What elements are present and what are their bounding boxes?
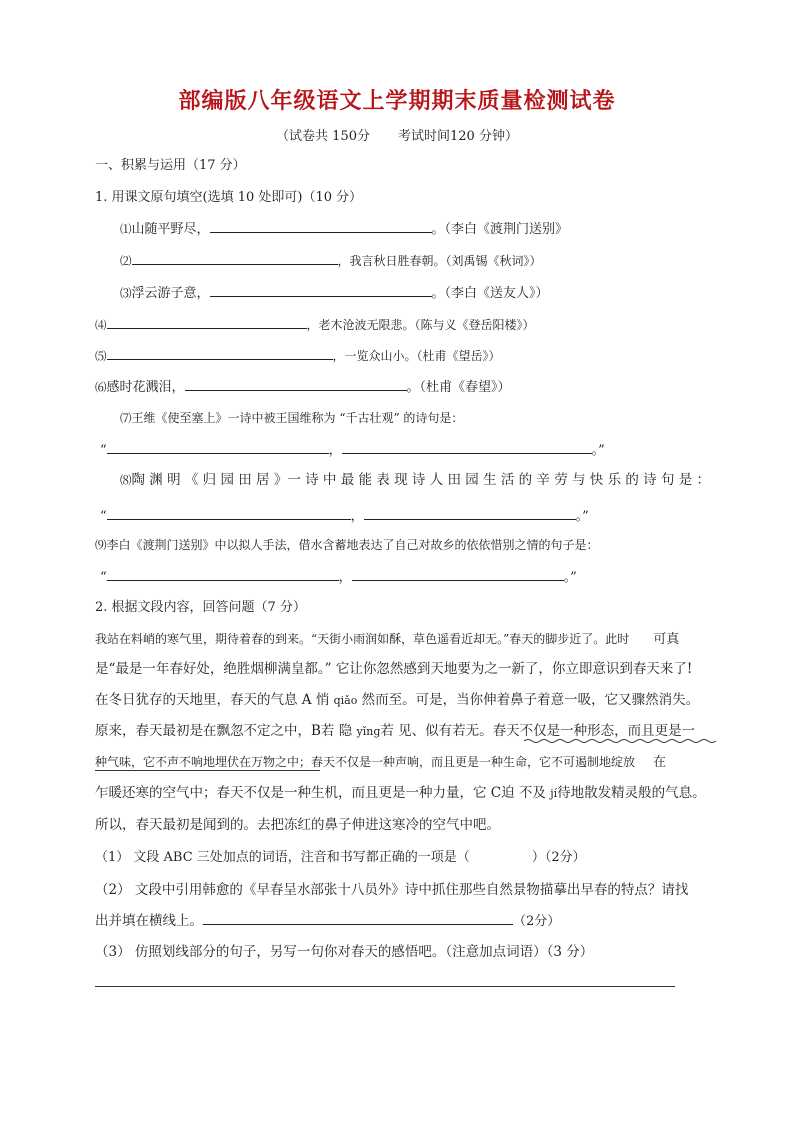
- fill-item-answer: “ ， 。”: [100, 505, 589, 527]
- fill-item: ⑵ ，我言秋日胜春朝。（刘禹锡《秋词》）: [120, 250, 542, 272]
- fill-item-answer: “ ， 。”: [100, 439, 605, 461]
- answer-blank[interactable]: [107, 566, 339, 581]
- fill-item-prompt: ⑻陶 渊 明 《 归 园 田 居 》一 诗 中 最 能 表 现 诗 人 田 园 生 活 的 辛 劳 与 快 乐 的 诗 句 是 ：: [120, 472, 711, 488]
- answer-blank[interactable]: [107, 345, 333, 360]
- sub-question-1: （1） 文段 ABC 三处加点的词语，注音和书写都正确的一项是（ ）（2分）: [95, 850, 586, 865]
- sub-question-2-cont: 出并填在横线上。 （2分）: [95, 910, 560, 932]
- passage-line: 我站在料峭的寒气里，期待着春的到来。“天街小雨润如酥，草色遥看近却无。”春天的脚步近了。此时 可真: [95, 632, 680, 647]
- fill-item: ⑹感时花溅泪， 。（杜甫《春望》）: [95, 376, 511, 398]
- section-heading: 一、积累与运用（17 分）: [95, 158, 246, 173]
- answer-blank[interactable]: [364, 505, 576, 520]
- sub-question-2: （2） 文段中引用韩愈的《早春呈水部张十八员外》诗中抓住那些自然景物描摹出早春的特点？请找: [95, 882, 689, 898]
- fill-item: ⑴山随平野尽， 。（李白《渡荆门送别》: [120, 218, 568, 240]
- answer-blank[interactable]: [352, 566, 564, 581]
- answer-line[interactable]: [95, 986, 675, 987]
- fill-item: ⑸ ，一览众山小。（杜甫《望岳》）: [95, 345, 501, 367]
- sub-question-3: （3） 仿照划线部分的句子，另写一句你对春天的感悟吧。（注意加点词语）（3 分）: [95, 944, 594, 960]
- answer-blank[interactable]: [107, 439, 329, 454]
- page-title: 部编版八年级语文上学期期末质量检测试卷: [178, 89, 616, 114]
- answer-blank[interactable]: [132, 250, 338, 265]
- answer-blank[interactable]: [107, 314, 307, 329]
- answer-blank[interactable]: [203, 910, 513, 925]
- fill-item: ⑶浮云游子意， 。（李白《送友人》）: [120, 282, 549, 304]
- passage-line: 所以，春天最初是闻到的。去把冻红的鼻子伸进这寒冷的空气中吧。: [95, 817, 500, 833]
- wavy-underline: [524, 738, 720, 744]
- passage-line: 种气味，它不声不响地埋伏在万物之中；春天不仅是一种声响，而且更是一种生命，它不可遏制地绽放 在: [95, 755, 667, 770]
- answer-blank[interactable]: [342, 439, 592, 454]
- answer-blank[interactable]: [210, 282, 432, 297]
- question-1-heading: 1. 用课文原句填空(选填 10 处即可)（10 分）: [95, 190, 363, 205]
- passage-underline: [95, 770, 320, 771]
- fill-item-prompt: ⑺王维《使至塞上》一诗中被王国维称为 “千古壮观” 的诗句是：: [120, 411, 464, 425]
- passage-line: 乍暖还寒的空气中；春天不仅是一种生机，而且更是一种力量，它 C迫 不及 jí待地散发精灵般的气息。: [95, 785, 706, 801]
- passage-line: 原来，春天最初是在飘忽不定之中，B若 隐 yǐnɡ若 见、似有若无。春天不仅是一种形态，而且更是一: [95, 723, 696, 739]
- fill-item-answer: “ ， 。”: [100, 566, 577, 588]
- exam-time: 考试时间120 分钟）: [398, 129, 518, 144]
- answer-blank[interactable]: [185, 376, 407, 391]
- fill-item-prompt: ⑼李白《渡荆门送别》中以拟人手法，借水含蓄地表达了自己对故乡的依依惜别之情的句子是：: [95, 538, 599, 552]
- passage-line: 是“最是一年春好处，绝胜烟柳满皇都。” 它让你忽然感到天地要为之一新了，你立即意识到春天来了!: [95, 661, 693, 677]
- question-2-heading: 2. 根据文段内容，回答问题（7 分）: [95, 600, 306, 615]
- answer-blank[interactable]: [107, 505, 351, 520]
- answer-blank[interactable]: [210, 218, 432, 233]
- total-score: （试卷共 150分: [276, 129, 370, 144]
- passage-line: 在冬日犹存的天地里，春天的气息 A 悄 qiǎo 然而至。可是，当你伸着鼻子着意一吸，它又骤然消失。: [95, 692, 700, 708]
- fill-item: ⑷ ，老木沧波无限悲。（陈与义《登岳阳楼》）: [95, 314, 535, 336]
- exam-info: [0, 125, 794, 144]
